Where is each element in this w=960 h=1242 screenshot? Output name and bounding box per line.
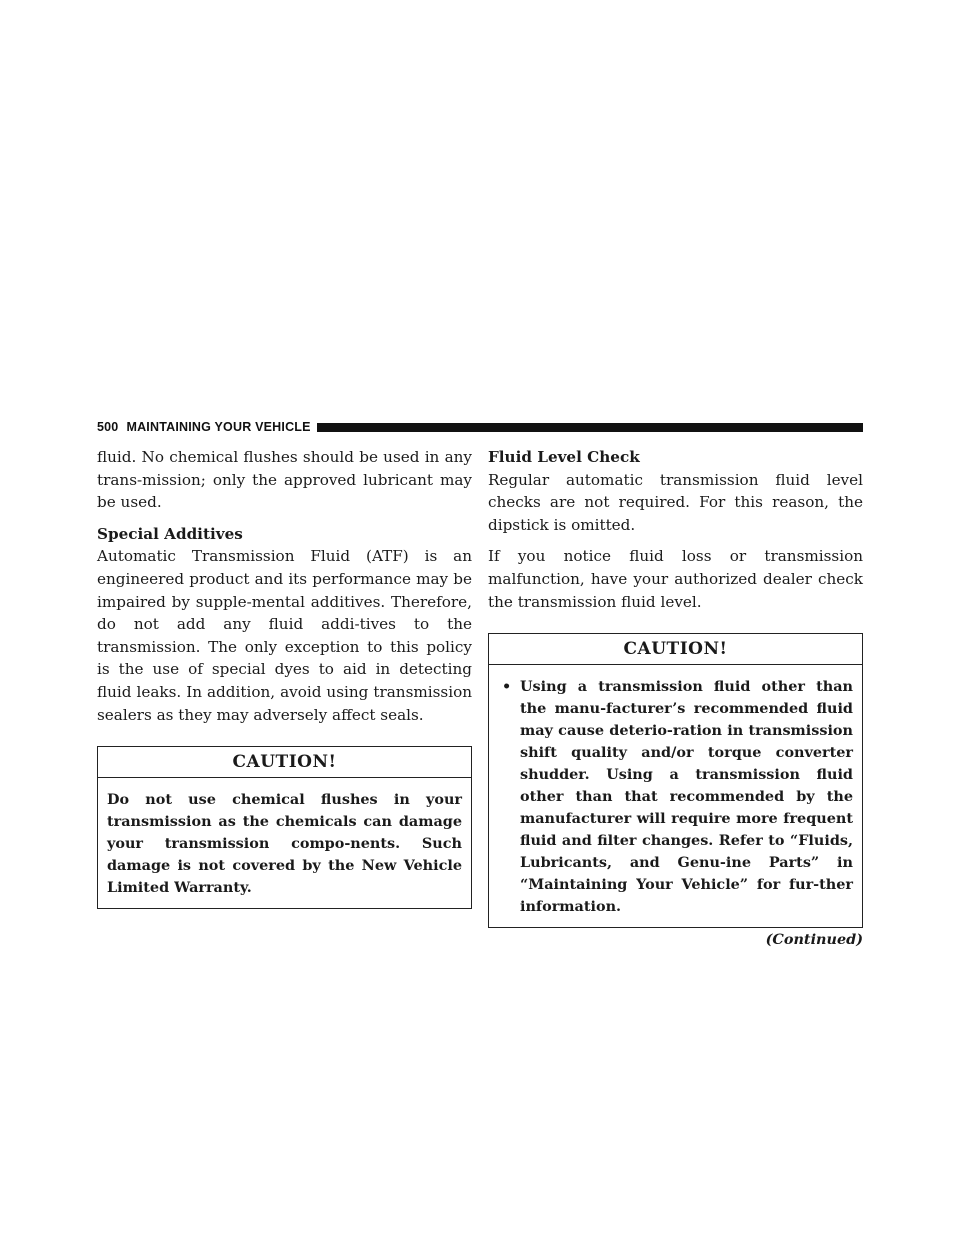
caution-list: [498, 676, 853, 918]
fluid-loss-paragraph: If you notice fluid loss or transmission malfunction, have your authorized dealer check the transmission fluid level.: [488, 547, 863, 611]
caution-item-text: Using a transmission fluid other than the manu-facturer’s recommended fluid may cause deterio-ration in transmission shift quality and/or torque converter shudder. Using a transmission fluid other than that recommended by the manufacturer will require more frequent fluid and filter changes. Refer to “Fluids, Lubricants, and Genu-ine Parts” in “Maintaining Your Vehicle” for fur-ther information.: [520, 678, 853, 916]
bullet-icon: •: [502, 678, 512, 696]
section-title: MAINTAINING YOUR VEHICLE: [126, 420, 311, 434]
caution-text: Do not use chemical flushes in your transmission as the chemicals can damage your transmission compo-nents. Such damage is not covered by the New Vehicle Limited Warranty.: [107, 791, 462, 897]
header-rule: [317, 423, 863, 432]
fluid-level-check-paragraph: Regular automatic transmission fluid level checks are not required. For this reason, the dipstick is omitted.: [488, 470, 863, 534]
caution-box-flushes: [97, 746, 472, 909]
intro-paragraph: fluid. No chemical flushes should be used in any trans-mission; only the approved lubricant may be used.: [97, 448, 472, 512]
caution-box-transmission-fluid: [488, 633, 863, 928]
right-column: [488, 446, 863, 950]
left-column: [97, 446, 472, 909]
caution-title: CAUTION!: [98, 747, 471, 778]
special-additives-heading: Special Additives: [97, 524, 243, 543]
caution-title: CAUTION!: [489, 634, 862, 665]
continued-label: (Continued): [765, 931, 863, 949]
caution-body: [489, 665, 862, 927]
caution-list-item: [498, 676, 853, 918]
special-additives-paragraph: Automatic Transmission Fluid (ATF) is an engineered product and its performance may be impaired by supple-mental additives. Therefore, do not add any fluid addi-tives to the transmission. The only exception to this policy is the use of special dyes to aid in detecting fluid leaks. In addition, avoid using transmission sealers as they may adversely affect seals.: [97, 547, 472, 724]
fluid-level-check-heading: Fluid Level Check: [488, 448, 640, 466]
page-number: 500: [97, 420, 119, 434]
page-header: [97, 418, 863, 436]
